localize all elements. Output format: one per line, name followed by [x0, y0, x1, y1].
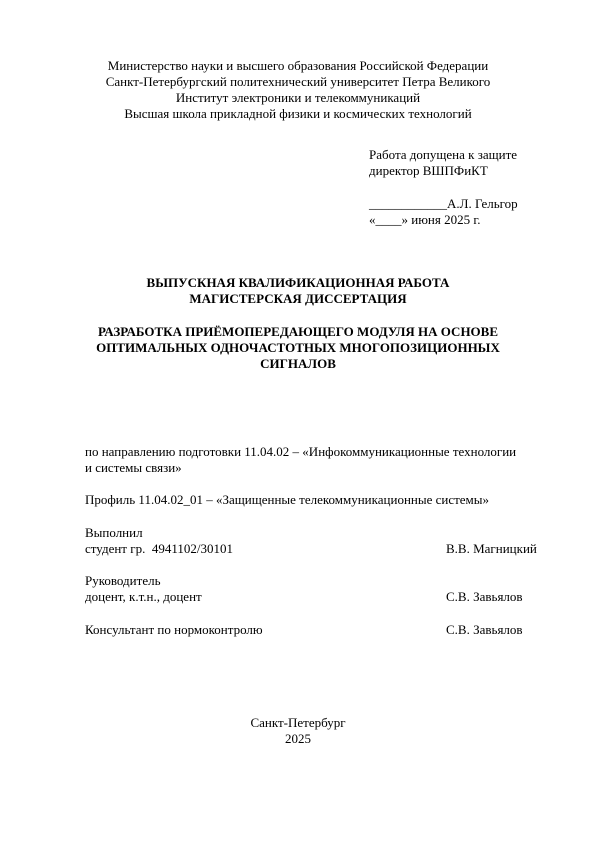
performer-role: студент гр. 4941102/30101 [85, 541, 233, 556]
header-block [0, 58, 596, 122]
title-line3: СИГНАЛОВ [260, 356, 336, 371]
work-type-line1: ВЫПУСКНАЯ КВАЛИФИКАЦИОННАЯ РАБОТА [146, 275, 450, 290]
direction-line2: и системы связи» [85, 460, 182, 475]
direction-line1: по направлению подготовки 11.04.02 – «Инфокоммуникационные технологии [85, 444, 517, 459]
header-school: Высшая школа прикладной физики и космических технологий [124, 106, 472, 121]
work-type-line2: МАГИСТЕРСКАЯ ДИССЕРТАЦИЯ [189, 291, 407, 306]
work-type-block [0, 275, 596, 307]
footer-year: 2025 [285, 731, 311, 746]
direction-block [85, 444, 516, 476]
thesis-title [0, 324, 596, 372]
approval-signature: ____________А.Л. Гельгор [369, 196, 518, 211]
footer-city: Санкт-Петербург [250, 715, 346, 730]
footer-block [0, 715, 596, 747]
header-university: Санкт-Петербургский политехнический университет Петра Великого [105, 74, 491, 89]
performer-name: В.В. Магницкий [446, 541, 537, 556]
supervisor-label: Руководитель [85, 573, 161, 588]
approval-block [369, 147, 518, 228]
supervisor-role: доцент, к.т.н., доцент [85, 589, 202, 604]
supervisor-name: С.В. Завьялов [446, 589, 523, 604]
title-line1: РАЗРАБОТКА ПРИЁМОПЕРЕДАЮЩЕГО МОДУЛЯ НА ОСНОВЕ [97, 324, 499, 339]
performer-label: Выполнил [85, 525, 143, 540]
header-institute: Институт электроники и телекоммуникаций [175, 90, 421, 105]
title-line2: ОПТИМАЛЬНЫХ ОДНОЧАСТОТНЫХ МНОГОПОЗИЦИОННЫХ [96, 340, 500, 355]
consultant-role: Консультант по нормоконтролю [85, 622, 263, 637]
profile-text: Профиль 11.04.02_01 – «Защищенные телекоммуникационные системы» [85, 492, 490, 507]
approval-admitted: Работа допущена к защите [369, 147, 518, 162]
approval-date: «____» июня 2025 г. [369, 212, 481, 227]
header-ministry: Министерство науки и высшего образования Российской Федерации [107, 58, 489, 73]
approval-director: директор ВШПФиКТ [369, 163, 488, 178]
consultant-name: С.В. Завьялов [446, 622, 523, 637]
